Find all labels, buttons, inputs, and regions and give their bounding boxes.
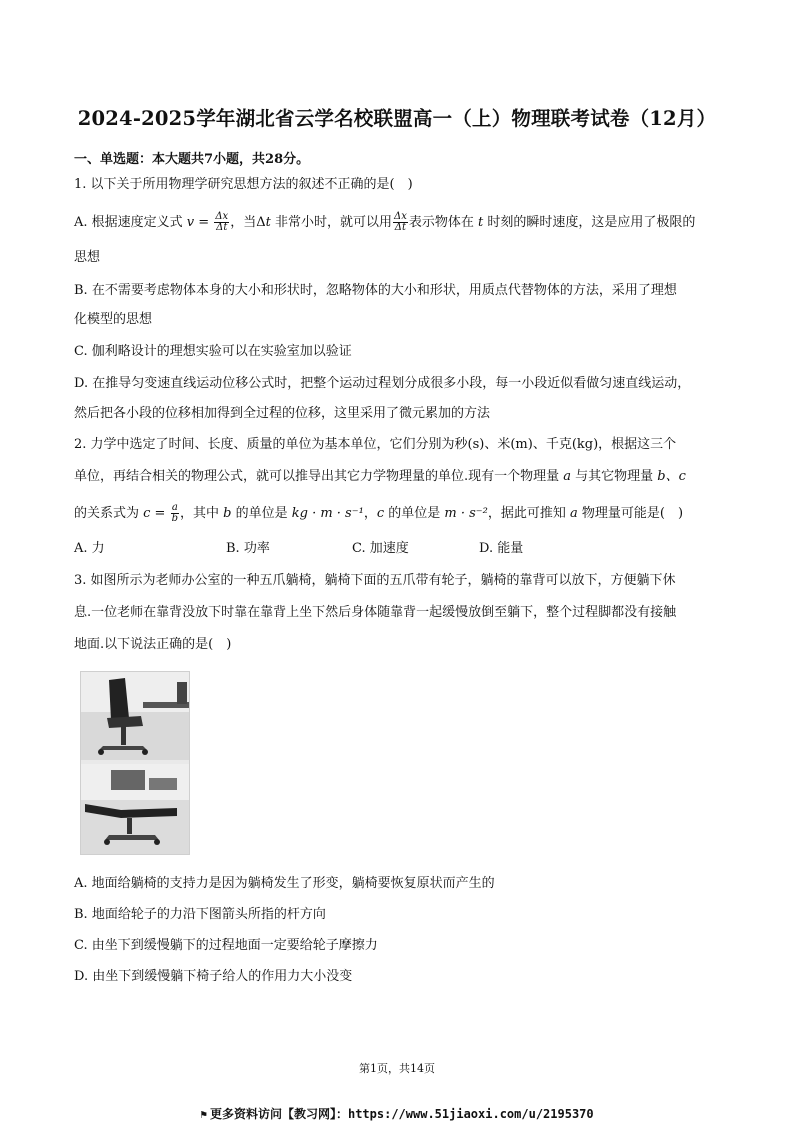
var-t: t (265, 215, 271, 230)
chair-seat (107, 716, 143, 728)
section-heading: 一、单选题：本大题共7小题，共28分。 (74, 152, 310, 167)
q1-a-text: A. 根据速度定义式 (74, 215, 187, 230)
wheel (142, 749, 148, 755)
reclining-chair-photos (81, 672, 189, 854)
q1-option-c: C. 伽利略设计的理想实验可以在实验室加以验证 (74, 344, 352, 359)
fraction-dx-dt (214, 212, 229, 233)
frac-num: Δx (215, 211, 229, 222)
q3-line-3: 地面.以下说法正确的是( ) (74, 637, 232, 652)
reclining-chair-figure (80, 671, 190, 855)
q3-option-d: D. 由坐下到缓慢躺下椅子给人的作用力大小没变 (74, 969, 353, 984)
q2-text9: 物理量可能是( ) (577, 506, 684, 521)
exam-title: 2024-2025学年湖北省云学名校联盟高一（上）物理联考试卷（12月） (77, 107, 717, 130)
footer-link-text[interactable]: 更多资料访问【教习网】：https://www.51jiaoxi.com/u/2195370 (209, 1107, 594, 1121)
q2-option-c: C. 加速度 (352, 541, 409, 556)
chair-base (99, 746, 147, 750)
var-a: a (563, 469, 572, 484)
var-bc: b、c (657, 469, 686, 484)
q1-option-b: B. 在不需要考虑物体本身的大小和形状时，忽略物体的大小和形状，用质点代替物体的方法，采用了理想 (74, 283, 677, 298)
q2-text7: 的单位是 (384, 506, 445, 521)
q2-text3: 的关系式为 (74, 506, 144, 521)
lamp (177, 682, 187, 704)
flag-icon: ⚑ (200, 1108, 207, 1121)
q2-option-a: A. 力 (74, 541, 105, 556)
frac-num: Δx (393, 211, 407, 222)
frac-num: a (171, 502, 178, 513)
var-b: b (223, 506, 232, 521)
wheel (104, 839, 110, 845)
var-c: c (376, 506, 385, 521)
q1-stem: 1. 以下关于所用物理学研究思想方法的叙述不正确的是( ) (74, 177, 413, 192)
monitor (111, 770, 145, 790)
equals: = (150, 506, 170, 521)
wheel (98, 749, 104, 755)
q1-option-d: D. 在推导匀变速直线运动位移公式时，把整个运动过程划分成很多小段，每一小段近似看做匀速直线运动， (74, 376, 691, 391)
frac-den: Δt (216, 222, 228, 233)
printer (149, 778, 177, 790)
fraction-a-b (171, 503, 179, 524)
equals: = (194, 215, 214, 230)
footer-link[interactable] (0, 1105, 794, 1122)
q3-line-2: 息.一位老师在靠背没放下时靠在靠背上坐下然后身体随靠背一起缓慢放倒至躺下，整个过程脚都没有接触 (74, 605, 677, 620)
q2-option-d: D. 能量 (479, 541, 524, 556)
var-v: v (186, 215, 195, 230)
q1-option-a-cont: 思想 (74, 250, 101, 265)
unit-c: m · s⁻² (444, 506, 488, 521)
q2-text5: 的单位是 (231, 506, 292, 521)
var-a: a (569, 506, 578, 521)
fraction-dx-dt-2 (393, 212, 408, 233)
wheel (154, 839, 160, 845)
var-t: t (477, 215, 484, 230)
q3-line-1: 3. 如图所示为老师办公室的一种五爪躺椅，躺椅下面的五爪带有轮子，躺椅的靠背可以放下，方便躺下休 (74, 573, 676, 588)
q2-options (74, 540, 574, 558)
frac-den: Δt (394, 222, 407, 233)
q3-option-b: B. 地面给轮子的力沿下图箭头所指的杆方向 (74, 907, 326, 922)
q1-a-text3: 非常小时，就可以用 (270, 215, 392, 230)
q1-a-text2: ，当Δ (230, 215, 266, 230)
chair-post (127, 818, 132, 834)
q3-option-a: A. 地面给躺椅的支持力是因为躺椅发生了形变，躺椅要恢复原状而产生的 (74, 876, 495, 891)
unit-b: kg · m · s⁻¹ (291, 506, 364, 521)
q2-text2: 与其它物理量 (571, 469, 658, 484)
q1-option-b-cont: 化模型的思想 (74, 312, 153, 327)
q2-line-1: 2. 力学中选定了时间、长度、质量的单位为基本单位，它们分别为秒(s)、米(m)、千克(kg)，根据这三个 (74, 437, 677, 452)
chair-base (105, 835, 159, 840)
q3-option-c: C. 由坐下到缓慢躺下的过程地面一定要给轮子摩擦力 (74, 938, 378, 953)
q1-a-text5: 时刻的瞬时速度，这是应用了极限的 (483, 215, 696, 230)
page-number: 第1页，共14页 (359, 1062, 435, 1075)
q2-text6: ， (363, 506, 377, 521)
q1-a-text4: 表示物体在 (408, 215, 478, 230)
q2-line-3 (74, 503, 683, 524)
frac-den: b (171, 513, 178, 524)
chair-post (121, 727, 126, 745)
var-c: c (143, 506, 151, 521)
q2-line-2 (74, 468, 686, 486)
q1-option-d-cont: 然后把各小段的位移相加得到全过程的位移，这里采用了微元累加的方法 (74, 406, 491, 421)
q2-text8: ，据此可推知 (487, 506, 570, 521)
q1-option-a (74, 212, 695, 233)
q2-text4: ，其中 (180, 506, 224, 521)
q2-option-b: B. 功率 (226, 541, 270, 556)
q2-text: 单位，再结合相关的物理公式，就可以推导出其它力学物理量的单位.现有一个物理量 (74, 469, 564, 484)
